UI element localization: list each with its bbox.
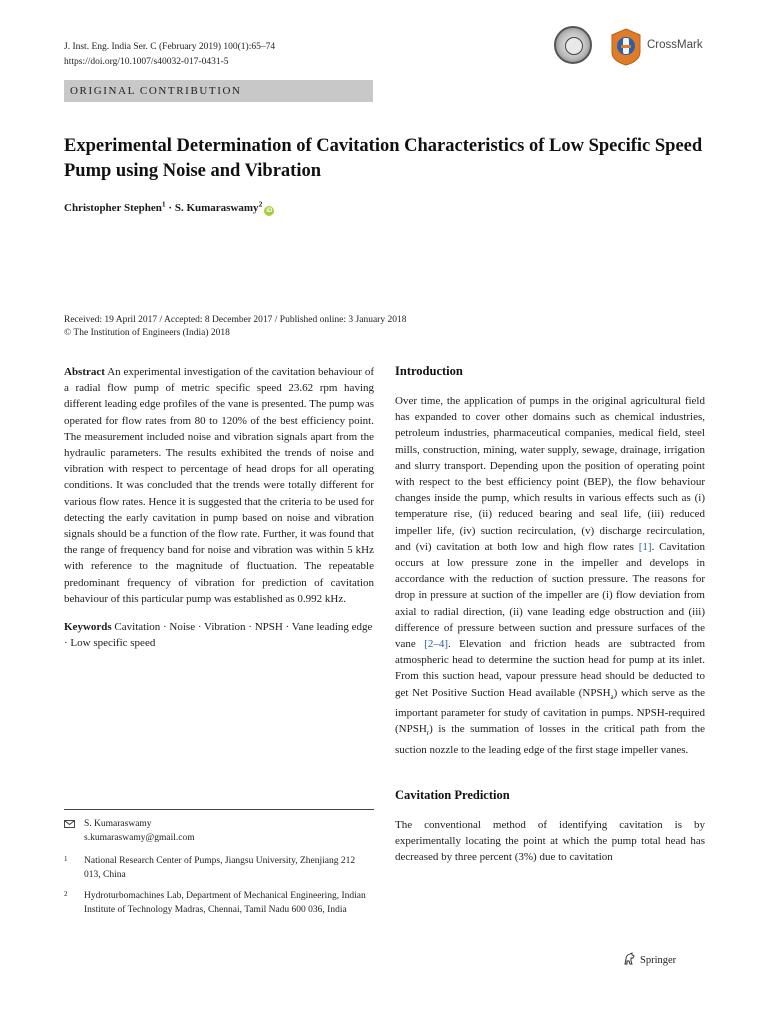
cavitation-prediction-text: The conventional method of identifying cavitation is by experimentally locating the point at which the pump total head has decreased by three percent (3%) due to cavitation	[395, 818, 705, 864]
abstract-text: An experimental investigation of the cavitation behaviour of a radial flow pump of metric specific speed 23.62 rpm having different leading edge profiles of the vane is presented. The pump was operated for flow rates from 80 to 120% of the best efficiency point. The measurement included noise and vibration signals apart from the hydraulic parameters. The results exhibited the trends of noise and vibration with respect to percentage of head drops for all operating conditions. It was concluded that the trends were totally different for various flow rates. Hence it is suggested that the criteria to be used for detecting the early cavitation in pump based on noise and vibration signals should be a function of the flow rate. Further, it was found that the range of frequency band for noise and vibration was within 5 kHz with reference to the magnitude of fluctuation. The repeatable predominant frequency of vibration for prediction of cavitation behaviour of this particular pump was established as 0.992 kHz.	[64, 366, 374, 605]
abstract-label: Abstract	[64, 366, 105, 378]
footnote-divider	[64, 809, 374, 810]
orcid-icon[interactable]: iD	[266, 208, 273, 214]
article-title: Experimental Determination of Cavitation Characteristics of Low Specific Speed Pump using Noise and Vibration	[64, 136, 703, 181]
intro-text: ) which serve as the important parameter for study of cavitation in pumps. NPSH-required (NPSH	[395, 686, 705, 736]
springer-horse-icon	[622, 952, 636, 966]
article-type-banner: ORIGINAL CONTRIBUTION	[64, 80, 373, 102]
affiliation-1	[64, 855, 374, 882]
keywords-text: Cavitation · Noise · Vibration · NPSH · Vane leading edge · Low specific speed	[64, 621, 373, 650]
author-name[interactable]: S. Kumaraswamy	[174, 202, 259, 214]
subscript: a	[610, 692, 614, 701]
affiliation-text: National Research Center of Pumps, Jiangsu University, Zhenjiang 212 013, China	[84, 856, 356, 880]
keywords	[64, 619, 374, 651]
affiliation-marker: 2	[258, 199, 263, 209]
envelope-icon	[64, 820, 75, 828]
cavitation-prediction-heading: Cavitation Prediction	[395, 787, 510, 802]
header-logos	[554, 26, 714, 70]
author-list	[64, 199, 274, 216]
footnotes	[64, 818, 374, 917]
crossmark-icon[interactable]	[610, 28, 642, 66]
doi-link[interactable]: https://doi.org/10.1007/s40032-017-0431-5	[64, 57, 229, 67]
right-column	[395, 364, 705, 865]
journal-metadata	[64, 40, 275, 70]
author-name[interactable]: Christopher Stephen	[64, 202, 162, 214]
intro-text: . Elevation and friction heads are subtracted from atmospheric head to determine the suction head for pump at its inlet. From this suction head, vapour pressure head should be deducted to get Net Positive Suction Head available (NPSH	[395, 638, 705, 699]
affiliation-marker: 1	[161, 199, 166, 209]
publication-dates	[64, 314, 406, 340]
left-column	[64, 364, 374, 651]
date-history: Received: 19 April 2017 / Accepted: 8 December 2017 / Published online: 3 January 2018	[64, 315, 407, 325]
publisher-name: Springer	[640, 955, 677, 966]
intro-text: Over time, the application of pumps in the original agricultural field has expanded to cover other domains such as chemical industries, petroleum industries, pharmaceutical companies, medical field, steel mills, construction, mining, water supply, sewage, drainage, irrigation and slurry transport. Depending upon the position of operating point with respect to the best efficiency point (BEP), the flow behaviour changes inside the pump, which results in various effects such as (i) temperature rise, (ii) reduced bearing and seal life, (iii) reduced impeller life, (iv) suction recirculation, (v) discharge recirculation, and (vi) cavitation at both low and high flow rates	[395, 395, 705, 553]
intro-text: . Cavitation occurs at low pressure zone in the impeller and develops in accordance with the reduction of suction pressure. The reasons for drop in pressure at suction of the impeller are (i) flow deviation from axial to radial direction, (ii) vane leading edge obstruction and (iii) difference of pressure between suction and pressure surfaces of the vane	[395, 540, 705, 651]
corresponding-email[interactable]: s.kumaraswamy@gmail.com	[84, 832, 195, 843]
affiliation-text: Hydroturbomachines Lab, Department of Mechanical Engineering, Indian Institute of Technology Madras, Chennai, Tamil Nadu 600 036, India	[84, 891, 366, 915]
author-separator: ·	[165, 202, 175, 214]
abstract	[64, 364, 374, 607]
keywords-label: Keywords	[64, 621, 112, 634]
corresponding-author	[64, 818, 374, 845]
citation-line: J. Inst. Eng. India Ser. C (February 2019) 100(1):65–74	[64, 42, 276, 52]
affiliation-number: 1	[64, 855, 68, 863]
publisher-footer	[622, 952, 676, 966]
intro-text: ) is the summation of losses in the critical path from the suction nozzle to the leading edge of the first stage impeller vanes.	[395, 723, 705, 756]
crossmark-label[interactable]: CrossMark	[647, 39, 703, 51]
citation-link[interactable]: [2–4]	[424, 638, 448, 651]
introduction-paragraph	[395, 393, 705, 758]
corresponding-name: S. Kumaraswamy	[84, 819, 152, 829]
copyright-line: © The Institution of Engineers (India) 2018	[64, 328, 230, 338]
subscript: r	[426, 729, 430, 738]
citation-link[interactable]: [1]	[638, 540, 652, 553]
institution-seal-icon	[554, 26, 592, 64]
introduction-heading: Introduction	[395, 364, 463, 378]
affiliation-number: 2	[64, 890, 68, 898]
affiliation-2	[64, 890, 374, 917]
